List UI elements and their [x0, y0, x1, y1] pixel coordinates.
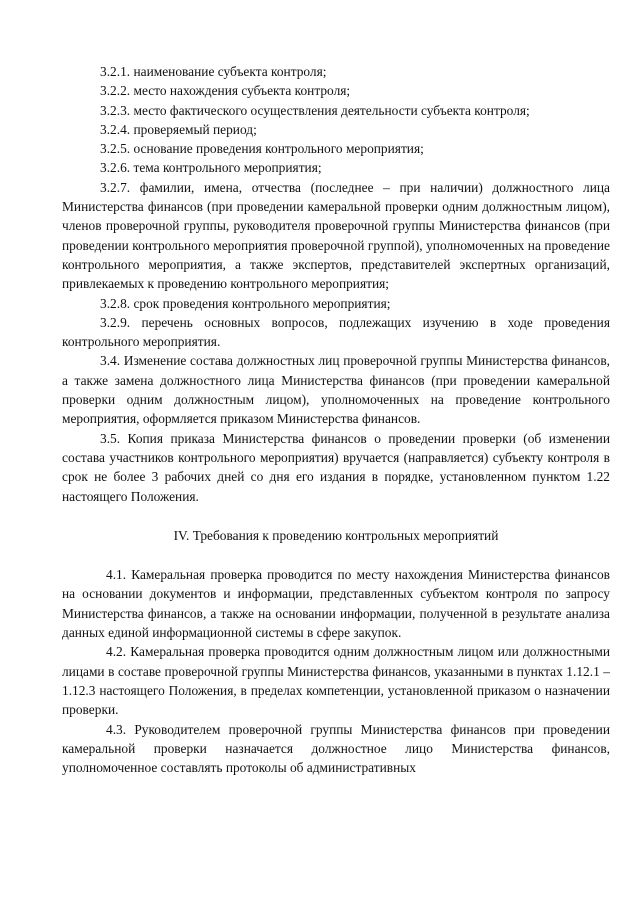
paragraph-3-2-6: 3.2.6. тема контрольного мероприятия; [100, 160, 322, 176]
paragraph-4-2: 4.2. Камеральная проверка проводится одним должностным лицом или должностными лицами в составе проверочной группы Министерства финансов, указанными в пунктах 1.12.1 – 1.12.3 настоящего Положения, в пределах компетенции, установленной приказом о назначении проверки. [62, 644, 610, 718]
paragraph-3-2-8: 3.2.8. срок проведения контрольного мероприятия; [100, 295, 391, 311]
paragraph-4-1: 4.1. Камеральная проверка проводится по месту нахождения Министерства финансов на основании документов и информации, представленных субъектом контроля по запросу Министерства финансов, а также на основании информации, полученной в результате анализа данных единой информационной системы в сфере закупок. [62, 567, 610, 641]
paragraph-3-2-9: 3.2.9. перечень основных вопросов, подлежащих изучению в ходе проведения контрольного мероприятия. [62, 314, 610, 350]
paragraph-3-5: 3.5. Копия приказа Министерства финансов о проведении проверки (об изменении состава участников контрольного мероприятия) вручается (направляется) субъекту контроля в срок не более 3 рабочих дней со дня его издания в порядке, установленном пунктом 1.22 настоящего Положения. [62, 430, 610, 504]
document-page [62, 62, 610, 777]
paragraph-3-2-3: 3.2.3. место фактического осуществления деятельности субъекта контроля; [100, 102, 530, 118]
paragraph-3-4: 3.4. Изменение состава должностных лиц проверочной группы Министерства финансов, а также замена должностного лица Министерства финансов (при проведении камеральной проверки одним должностным лицом), уполномоченных на проведение контрольного мероприятия, оформляется приказом Министерства финансов. [62, 353, 610, 427]
paragraph-3-2-1: 3.2.1. наименование субъекта контроля; [100, 64, 327, 79]
paragraph-3-2-2: 3.2.2. место нахождения субъекта контроля; [100, 83, 351, 99]
paragraph-3-2-4: 3.2.4. проверяемый период; [100, 121, 257, 137]
paragraph-3-2-7: 3.2.7. фамилии, имена, отчества (последнее – при наличии) должностного лица Министерства финансов (при проведении камеральной проверки одним должностным лицом), членов проверочной группы, руководителя проверочной группы Министерства финансов (при проведении контрольного мероприятия проверочной группой), уполномоченных на проведение контрольного мероприятия, а также экспертов, представителей экспертных организаций, привлекаемых к проведению контрольного мероприятия; [62, 179, 610, 292]
paragraph-4-3: 4.3. Руководителем проверочной группы Министерства финансов при проведении камеральной проверки назначается должностное лицо Министерства финансов, уполномоченное составлять протоколы об административных [62, 721, 610, 776]
section-title: IV. Требования к проведению контрольных мероприятий [173, 527, 499, 543]
paragraph-3-2-5: 3.2.5. основание проведения контрольного мероприятия; [100, 141, 424, 157]
